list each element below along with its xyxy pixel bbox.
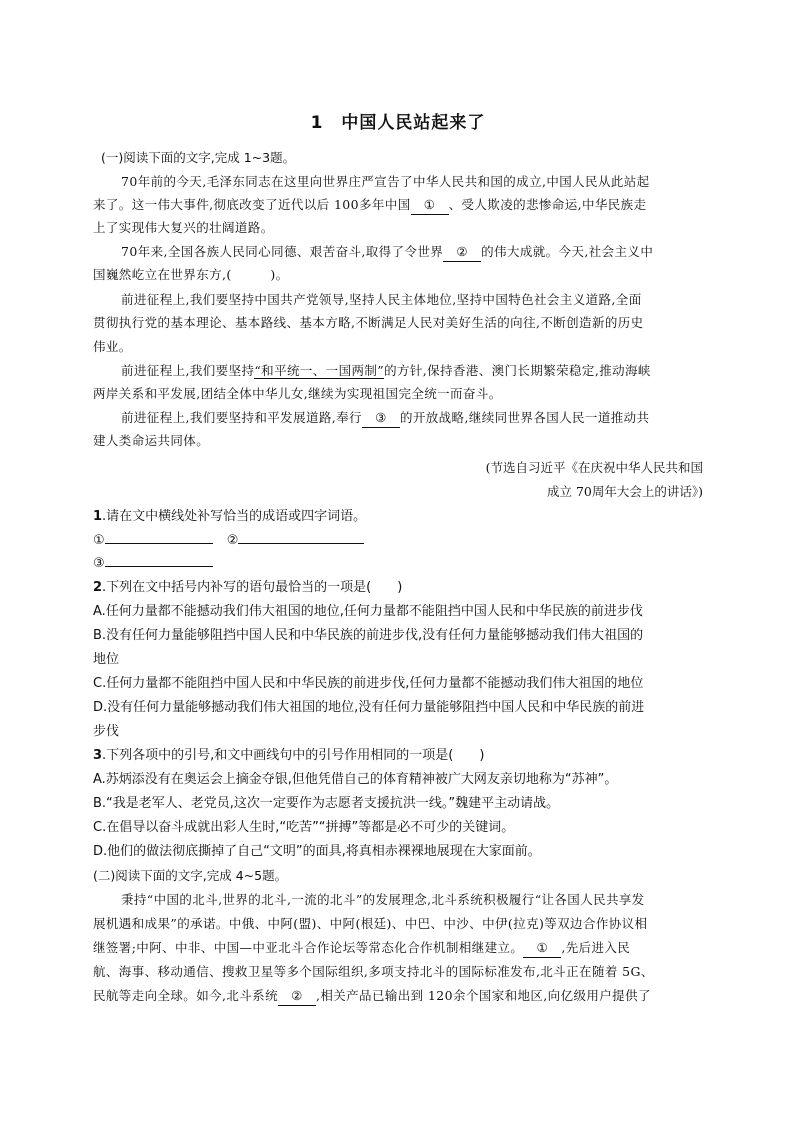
passage3-line: 伟业。 [93,339,132,354]
passage5-line: 前进征程上,我们要坚持和平发展道路,奉行 ③ 的开放战略,继续同世界各国人民一道推动共 [121,409,649,428]
blank-2: ② [443,243,481,262]
blank-1: ① [523,939,561,958]
answer-line: ③ [93,555,213,573]
answer-blank-3[interactable] [105,566,213,567]
section1-header: (一)阅读下面的文字,完成 1~3题。 [101,150,296,165]
passage1-line: 70年前的今天,毛泽东同志在这里向世界庄严宣告了中华人民共和国的成立,中国人民从此站起 [121,174,650,189]
title-text: 中国人民站起来了 [341,113,486,133]
option-d: 步伐 [93,724,120,739]
question-1: 1.请在文中横线处补写恰当的成语或四字词语。 [93,509,367,524]
option-b: 地位 [93,652,120,667]
answer-line: ① ② [93,532,364,550]
blank-3: ③ [362,409,400,428]
option-d: D.没有任何力量能够撼动我们伟大祖国的地位,没有任何力量能够阻挡中国人民和中华民族的前进 [93,700,645,715]
option-d: D.他们的做法彻底撕掉了自己“文明”的面具,将真相赤裸裸地展现在大家面前。 [93,844,541,859]
passage-line: 秉持“中国的北斗,世界的北斗,一流的北斗”的发展理念,北斗系统积极履行“让各国人民共享发 [121,892,645,907]
passage4-line: 前进征程上,我们要坚持“和平统一、一国两制”的方针,保持香港、澳门长期繁荣稳定,推动海峡 [121,363,651,378]
passage3-line: 贯彻执行党的基本理论、基本路线、基本方略,不断满足人民对美好生活的向往,不断创造新的历史 [93,315,644,330]
passage-line: 展机遇和成果”的承诺。中俄、中阿(盟)、中阿(根廷)、中巴、中沙、中伊(拉克)等双边合作协议相 [93,916,648,931]
source-citation: 成立 70周年大会上的讲话》) [546,484,703,499]
answer-blank-2[interactable] [238,543,364,544]
passage5-line: 建人类命运共同体。 [93,433,210,448]
option-a: A.任何力量都不能撼动我们伟大祖国的地位,任何力量都不能阻挡中国人民和中华民族的前进步伐 [93,604,643,619]
option-b: B.没有任何力量能够阻挡中国人民和中华民族的前进步伐,没有任何力量能够撼动我们伟大祖国的 [93,628,644,643]
option-b: B.“我是老军人、老党员,这次一定要作为志愿者支援抗洪一线。”魏建平主动请战。 [93,796,560,811]
option-c: C.任何力量都不能阻挡中国人民和中华民族的前进步伐,任何力量都不能撼动我们伟大祖国的地位 [93,676,644,691]
option-a: A.苏炳添没有在奥运会上摘金夺银,但他凭借自己的体育精神被广大网友亲切地称为“苏神”。 [93,772,618,787]
answer-blank-1[interactable] [105,543,213,544]
passage2-line: 国巍然屹立在世界东方,( )。 [93,267,289,282]
underlined-sentence: “和平统一、一国两制” [254,363,385,378]
question-2: 2.下列在文中括号内补写的语句最恰当的一项是( ) [93,580,403,595]
title-number: 1 [310,113,324,133]
page-title [93,108,703,133]
blank-2: ② [278,987,316,1006]
passage-line: 继签署;中阿、中非、中国—中亚北斗合作论坛等常态化合作机制相继建立。 ① ,先后进入民 [93,939,630,958]
passage1-line: 上了实现伟大复兴的壮阔道路。 [93,220,274,235]
passage2-line: 70年来,全国各族人民同心同德、艰苦奋斗,取得了令世界 ② 的伟大成就。今天,社会主义中 [121,243,653,262]
passage-line: 民航等走向全球。如今,北斗系统 ② ,相关产品已输出到 120余个国家和地区,向亿级用户提供了 [93,987,651,1006]
passage3-line: 前进征程上,我们要坚持中国共产党领导,坚持人民主体地位,坚持中国特色社会主义道路,全面 [121,292,642,307]
passage1-line: 来了。这一伟大事件,彻底改变了近代以后 100多年中国 ① 、受人欺凌的悲惨命运,中华民族走 [93,196,646,215]
passage-line: 航、海事、移动通信、搜救卫星等多个国际组织,多项支持北斗的国际标准发布,北斗正在随着 5G、 [93,964,654,979]
option-c: C.在倡导以奋斗成就出彩人生时,“吃苦”“拼搏”等都是必不可少的关键词。 [93,820,515,835]
passage4-line: 两岸关系和平发展,团结全体中华儿女,继续为实现祖国完全统一而奋斗。 [93,386,502,401]
source-citation: (节选自习近平《在庆祝中华人民共和国 [485,460,703,475]
blank-1: ① [411,196,449,215]
section2-header: (二)阅读下面的文字,完成 4~5题。 [93,868,288,883]
question-3: 3.下列各项中的引号,和文中画线句中的引号作用相同的一项是( ) [93,748,485,763]
